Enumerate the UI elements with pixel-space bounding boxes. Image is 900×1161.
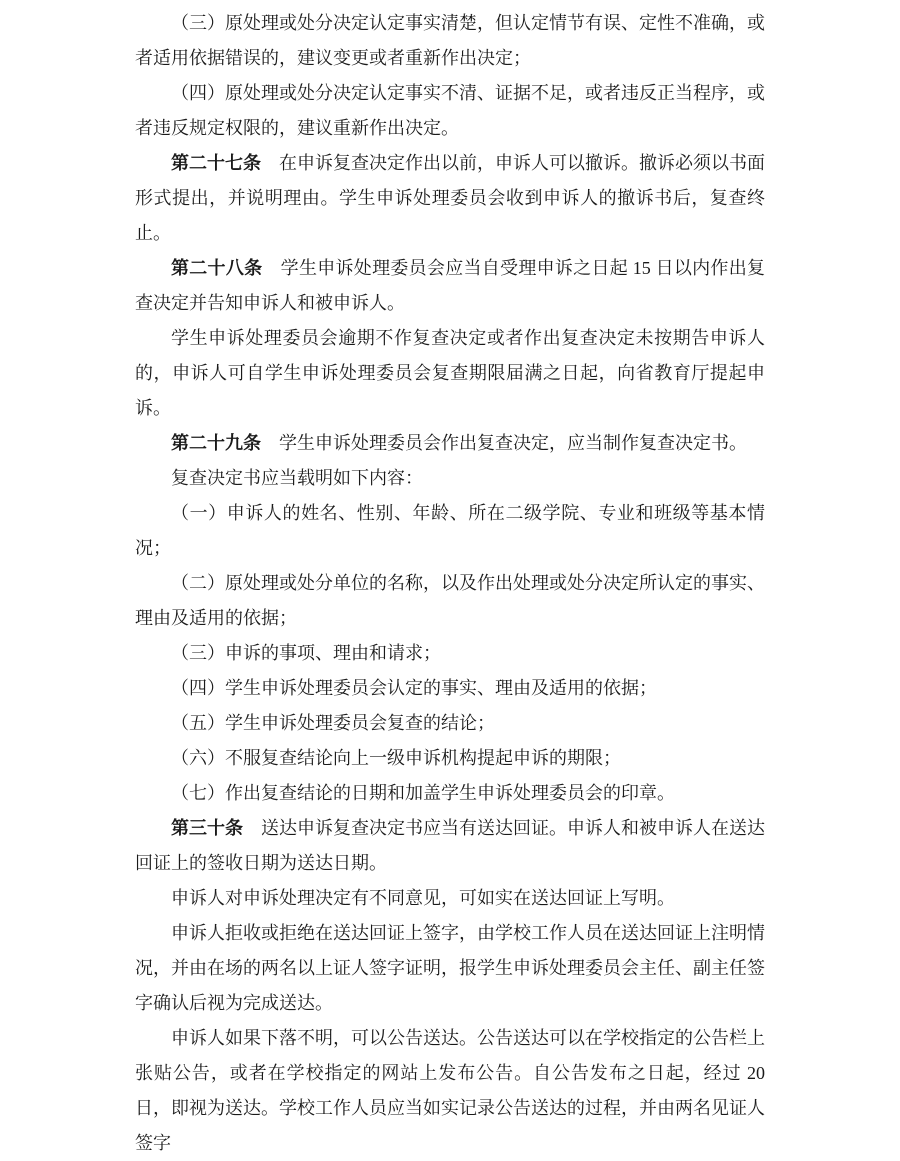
paragraph-text: 申诉人拒收或拒绝在送达回证上签字，由学校工作人员在送达回证上注明情况，并由在场的两名以上证人签字证明，报学生申诉处理委员会主任、副主任签字确认后视为完成送达。 [135, 923, 765, 1013]
paragraph [135, 566, 765, 636]
paragraph-text: 申诉人对申诉处理决定有不同意见，可如实在送达回证上写明。 [171, 888, 675, 908]
paragraph-text: 学生申诉处理委员会应当自受理申诉之日起 15 日以内作出复查决定并告知申诉人和被申诉人。 [135, 258, 765, 313]
article-heading: 第三十条 [171, 818, 243, 838]
paragraph-text: 送达申诉复查决定书应当有送达回证。申诉人和被申诉人在送达回证上的签收日期为送达日期。 [135, 818, 765, 873]
paragraph-text: 复查决定书应当载明如下内容： [171, 468, 423, 488]
paragraph [135, 426, 765, 461]
paragraph [135, 671, 765, 706]
paragraph [135, 251, 765, 321]
paragraph [135, 636, 765, 671]
paragraph [135, 706, 765, 741]
paragraph-text: （六）不服复查结论向上一级申诉机构提起申诉的期限； [171, 748, 621, 768]
paragraph-text: （七）作出复查结论的日期和加盖学生申诉处理委员会的印章。 [171, 783, 675, 803]
paragraph [135, 146, 765, 251]
paragraph [135, 741, 765, 776]
paragraph [135, 496, 765, 566]
paragraph-text: 在申诉复查决定作出以前，申诉人可以撤诉。撤诉必须以书面形式提出，并说明理由。学生申诉处理委员会收到申诉人的撤诉书后，复查终止。 [135, 153, 765, 243]
article-heading: 第二十九条 [171, 433, 261, 453]
paragraph [135, 321, 765, 426]
article-heading: 第二十八条 [171, 258, 263, 278]
paragraph [135, 6, 765, 76]
paragraph [135, 1021, 765, 1161]
paragraph [135, 881, 765, 916]
paragraph-text: 学生申诉处理委员会作出复查决定，应当制作复查决定书。 [261, 433, 747, 453]
paragraph [135, 811, 765, 881]
paragraph-text: （三）申诉的事项、理由和请求； [171, 643, 441, 663]
article-heading: 第二十七条 [171, 153, 261, 173]
paragraph [135, 916, 765, 1021]
paragraph-text: （三）原处理或处分决定认定事实清楚，但认定情节有误、定性不准确，或者适用依据错误的，建议变更或者重新作出决定； [135, 13, 765, 68]
paragraph-text: （二）原处理或处分单位的名称，以及作出处理或处分决定所认定的事实、理由及适用的依据； [135, 573, 765, 628]
paragraph-text: （五）学生申诉处理委员会复查的结论； [171, 713, 495, 733]
paragraph-text: （四）学生申诉处理委员会认定的事实、理由及适用的依据； [171, 678, 657, 698]
paragraph-text: （四）原处理或处分决定认定事实不清、证据不足，或者违反正当程序，或者违反规定权限的，建议重新作出决定。 [135, 83, 765, 138]
paragraph-text: 学生申诉处理委员会逾期不作复查决定或者作出复查决定未按期告申诉人的，申诉人可自学生申诉处理委员会复查期限届满之日起，向省教育厅提起申诉。 [135, 328, 765, 418]
paragraph [135, 461, 765, 496]
paragraph-text: （一）申诉人的姓名、性别、年龄、所在二级学院、专业和班级等基本情况； [135, 503, 765, 558]
paragraph [135, 776, 765, 811]
paragraph-text: 申诉人如果下落不明，可以公告送达。公告送达可以在学校指定的公告栏上张贴公告，或者在学校指定的网站上发布公告。自公告发布之日起，经过 20 日，即视为送达。学校工作人员应当如实记录公告送达的过程，并由两名见证人签字 [135, 1028, 765, 1153]
paragraph [135, 76, 765, 146]
